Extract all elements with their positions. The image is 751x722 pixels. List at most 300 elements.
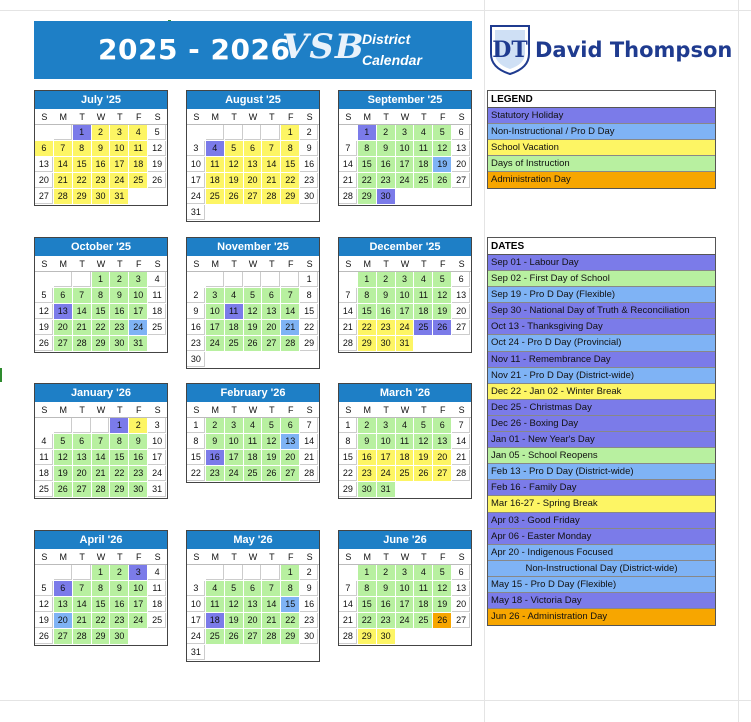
- day-cell: 4: [414, 565, 433, 581]
- day-cell: [244, 125, 263, 141]
- month-calendar: [186, 90, 320, 222]
- day-cell: [129, 629, 148, 645]
- day-cell: 15: [73, 157, 92, 173]
- day-cell: 15: [358, 597, 377, 613]
- day-cell: 28: [92, 482, 111, 498]
- day-cell: 16: [110, 597, 129, 613]
- day-cell: 6: [281, 418, 300, 434]
- day-cell: 29: [281, 629, 300, 645]
- week-row: [187, 125, 319, 141]
- day-cell: 30: [110, 629, 129, 645]
- day-cell: 1: [339, 418, 358, 434]
- week-row: [35, 288, 167, 304]
- day-cell: 21: [452, 450, 471, 466]
- day-cell: 13: [54, 597, 73, 613]
- day-cell: 8: [358, 288, 377, 304]
- weekday-label: W: [244, 256, 263, 272]
- day-cell: 18: [148, 597, 167, 613]
- day-cell: 21: [339, 613, 358, 629]
- day-cell: 25: [414, 173, 433, 189]
- day-cell: 30: [300, 189, 319, 205]
- week-row: [35, 466, 167, 482]
- weekday-label: S: [300, 549, 319, 565]
- day-cell: [187, 565, 206, 581]
- day-cell: 30: [377, 189, 396, 205]
- day-cell: 11: [244, 434, 263, 450]
- weekday-label: S: [300, 109, 319, 125]
- day-cell: 28: [339, 189, 358, 205]
- day-cell: 30: [129, 482, 148, 498]
- weekday-label: T: [377, 256, 396, 272]
- day-cell: 6: [35, 141, 54, 157]
- day-cell: [396, 629, 415, 645]
- weekday-label: S: [35, 549, 54, 565]
- day-cell: 22: [92, 320, 111, 336]
- day-cell: 28: [339, 336, 358, 352]
- day-cell: [148, 336, 167, 352]
- day-cell: 8: [92, 288, 111, 304]
- day-cell: [414, 629, 433, 645]
- week-row: [187, 450, 319, 466]
- day-cell: 17: [206, 320, 225, 336]
- day-cell: 21: [281, 320, 300, 336]
- weekday-label: S: [187, 402, 206, 418]
- day-cell: 3: [396, 125, 415, 141]
- day-cell: 1: [73, 125, 92, 141]
- day-cell: [206, 565, 225, 581]
- day-cell: 10: [396, 288, 415, 304]
- weekday-label: T: [414, 256, 433, 272]
- day-cell: 30: [187, 352, 206, 368]
- day-cell: 18: [414, 597, 433, 613]
- weekday-label: T: [377, 402, 396, 418]
- month-calendar: [338, 90, 472, 206]
- weekday-label: W: [396, 256, 415, 272]
- day-cell: 16: [187, 320, 206, 336]
- day-cell: 25: [396, 466, 415, 482]
- day-cell: 5: [225, 581, 244, 597]
- day-cell: 26: [54, 482, 73, 498]
- weekday-label: T: [262, 256, 281, 272]
- day-cell: [262, 205, 281, 221]
- day-cell: 14: [73, 304, 92, 320]
- week-row: [339, 613, 471, 629]
- day-cell: 18: [148, 304, 167, 320]
- week-row: [35, 189, 167, 205]
- weekday-label: S: [339, 549, 358, 565]
- day-cell: 7: [452, 418, 471, 434]
- day-cell: 19: [433, 304, 452, 320]
- date-entry: May 15 - Pro D Day (Flexible): [488, 577, 715, 593]
- day-cell: 2: [92, 125, 111, 141]
- day-cell: 12: [35, 304, 54, 320]
- week-row: [187, 565, 319, 581]
- month-calendar: [338, 383, 472, 499]
- day-cell: 25: [244, 466, 263, 482]
- day-cell: [433, 629, 452, 645]
- day-cell: 26: [262, 466, 281, 482]
- day-cell: 3: [187, 141, 206, 157]
- day-cell: 17: [396, 304, 415, 320]
- day-cell: 21: [339, 173, 358, 189]
- day-cell: 20: [433, 450, 452, 466]
- day-cell: 2: [187, 288, 206, 304]
- day-cell: 5: [54, 434, 73, 450]
- week-row: [35, 320, 167, 336]
- day-cell: [35, 125, 54, 141]
- day-cell: 10: [110, 141, 129, 157]
- month-calendar: [338, 237, 472, 353]
- week-row: [187, 288, 319, 304]
- day-cell: 11: [35, 450, 54, 466]
- day-cell: 23: [377, 320, 396, 336]
- day-cell: 2: [300, 565, 319, 581]
- day-cell: 12: [262, 434, 281, 450]
- month-title: July '25: [35, 91, 167, 109]
- day-cell: 31: [396, 336, 415, 352]
- weekday-header: [35, 402, 167, 418]
- day-cell: 9: [300, 581, 319, 597]
- day-cell: 26: [433, 173, 452, 189]
- week-row: [187, 645, 319, 661]
- day-cell: 24: [377, 466, 396, 482]
- date-entry: Apr 06 - Easter Monday: [488, 529, 715, 545]
- legend-title: LEGEND: [488, 91, 715, 108]
- weekday-label: F: [129, 256, 148, 272]
- day-cell: 15: [110, 450, 129, 466]
- date-entry: Dec 22 - Jan 02 - Winter Break: [488, 384, 715, 400]
- day-cell: 6: [262, 288, 281, 304]
- day-cell: 31: [377, 482, 396, 498]
- day-cell: 18: [206, 613, 225, 629]
- day-cell: 10: [129, 288, 148, 304]
- day-cell: 22: [92, 613, 111, 629]
- day-cell: 28: [300, 466, 319, 482]
- day-cell: 20: [244, 173, 263, 189]
- month-calendar: [186, 530, 320, 662]
- day-cell: [244, 645, 263, 661]
- weekday-label: W: [244, 549, 263, 565]
- day-cell: 13: [244, 597, 263, 613]
- day-cell: 17: [148, 450, 167, 466]
- day-cell: [225, 645, 244, 661]
- day-cell: 11: [206, 597, 225, 613]
- weekday-label: F: [433, 256, 452, 272]
- day-cell: 24: [129, 613, 148, 629]
- day-cell: [225, 205, 244, 221]
- day-cell: 26: [35, 336, 54, 352]
- day-cell: 1: [358, 125, 377, 141]
- week-row: [187, 141, 319, 157]
- day-cell: 4: [148, 272, 167, 288]
- day-cell: 21: [54, 173, 73, 189]
- day-cell: 18: [129, 157, 148, 173]
- dates-title: DATES: [488, 238, 715, 255]
- month-calendar: [338, 530, 472, 646]
- month-title: August '25: [187, 91, 319, 109]
- date-entry: Sep 30 - National Day of Truth & Reconciliation: [488, 303, 715, 319]
- weekday-label: T: [225, 402, 244, 418]
- day-cell: 14: [262, 597, 281, 613]
- week-row: [187, 597, 319, 613]
- day-cell: 4: [206, 581, 225, 597]
- day-cell: 9: [129, 434, 148, 450]
- day-cell: 10: [396, 581, 415, 597]
- day-cell: 20: [54, 613, 73, 629]
- week-row: [35, 482, 167, 498]
- day-cell: 19: [225, 173, 244, 189]
- day-cell: 14: [452, 434, 471, 450]
- month-title: September '25: [339, 91, 471, 109]
- weekday-label: W: [244, 109, 263, 125]
- date-entry: Nov 21 - Pro D Day (District-wide): [488, 368, 715, 384]
- week-row: [35, 304, 167, 320]
- day-cell: 6: [54, 288, 73, 304]
- day-cell: 23: [300, 173, 319, 189]
- month-calendar: [34, 383, 168, 499]
- day-cell: 11: [414, 141, 433, 157]
- day-cell: 17: [187, 613, 206, 629]
- day-cell: [35, 418, 54, 434]
- day-cell: 13: [433, 434, 452, 450]
- day-cell: [396, 482, 415, 498]
- day-cell: 23: [300, 613, 319, 629]
- day-cell: 7: [73, 581, 92, 597]
- day-cell: [148, 189, 167, 205]
- weekday-label: F: [129, 109, 148, 125]
- day-cell: 25: [148, 320, 167, 336]
- day-cell: [452, 336, 471, 352]
- weekday-label: F: [433, 549, 452, 565]
- day-cell: 16: [300, 597, 319, 613]
- weekday-label: W: [92, 256, 111, 272]
- day-cell: 6: [452, 272, 471, 288]
- week-row: [187, 629, 319, 645]
- day-cell: 3: [129, 272, 148, 288]
- day-cell: 17: [187, 173, 206, 189]
- weekday-label: M: [54, 549, 73, 565]
- weekday-label: T: [377, 109, 396, 125]
- day-cell: 5: [433, 272, 452, 288]
- weekday-label: S: [35, 402, 54, 418]
- day-cell: 28: [281, 336, 300, 352]
- sheet-edge-marker: [0, 368, 2, 382]
- day-cell: 24: [396, 613, 415, 629]
- day-cell: 21: [73, 320, 92, 336]
- day-cell: 4: [414, 272, 433, 288]
- day-cell: [54, 418, 73, 434]
- weekday-label: T: [73, 109, 92, 125]
- day-cell: 3: [187, 581, 206, 597]
- weekday-label: S: [148, 109, 167, 125]
- day-cell: 2: [129, 418, 148, 434]
- day-cell: [148, 629, 167, 645]
- day-cell: 26: [433, 320, 452, 336]
- week-row: [339, 434, 471, 450]
- weekday-label: M: [54, 109, 73, 125]
- day-cell: 19: [54, 466, 73, 482]
- day-cell: 22: [73, 173, 92, 189]
- week-row: [35, 125, 167, 141]
- weekday-label: T: [110, 549, 129, 565]
- day-cell: 7: [281, 288, 300, 304]
- legend-item: Statutory Holiday: [488, 108, 715, 124]
- week-row: [35, 613, 167, 629]
- day-cell: 29: [358, 336, 377, 352]
- day-cell: 2: [300, 125, 319, 141]
- day-cell: 19: [262, 450, 281, 466]
- day-cell: 13: [452, 141, 471, 157]
- day-cell: 23: [129, 466, 148, 482]
- crest-letters: DT: [492, 37, 528, 63]
- day-cell: [244, 205, 263, 221]
- day-cell: 12: [54, 450, 73, 466]
- banner-subtitle: [362, 29, 422, 71]
- weekday-label: T: [414, 109, 433, 125]
- day-cell: [414, 482, 433, 498]
- day-cell: 7: [339, 288, 358, 304]
- day-cell: 12: [433, 288, 452, 304]
- month-calendar: [34, 90, 168, 206]
- day-cell: 8: [358, 141, 377, 157]
- day-cell: 7: [339, 581, 358, 597]
- day-cell: 8: [92, 581, 111, 597]
- day-cell: 9: [377, 288, 396, 304]
- day-cell: 24: [396, 173, 415, 189]
- day-cell: 14: [281, 304, 300, 320]
- weekday-label: F: [281, 256, 300, 272]
- day-cell: 12: [35, 597, 54, 613]
- day-cell: 14: [339, 157, 358, 173]
- day-cell: [35, 565, 54, 581]
- day-cell: 28: [262, 629, 281, 645]
- day-cell: 15: [281, 157, 300, 173]
- weekday-label: M: [206, 109, 225, 125]
- day-cell: [262, 645, 281, 661]
- weekday-label: S: [452, 402, 471, 418]
- date-entry: Oct 24 - Pro D Day (Provincial): [488, 335, 715, 351]
- day-cell: 21: [73, 613, 92, 629]
- date-entry: Sep 19 - Pro D Day (Flexible): [488, 287, 715, 303]
- day-cell: 13: [281, 434, 300, 450]
- vsb-logotype: VSB: [282, 27, 365, 67]
- day-cell: 26: [35, 629, 54, 645]
- legend-item: Days of Instruction: [488, 156, 715, 172]
- week-row: [187, 613, 319, 629]
- day-cell: [433, 336, 452, 352]
- day-cell: 24: [187, 189, 206, 205]
- day-cell: 27: [452, 320, 471, 336]
- weekday-header: [339, 549, 471, 565]
- weekday-label: F: [281, 109, 300, 125]
- weekday-label: S: [187, 549, 206, 565]
- day-cell: 6: [244, 581, 263, 597]
- day-cell: 17: [396, 597, 415, 613]
- day-cell: 23: [110, 320, 129, 336]
- date-entry: Dec 25 - Christmas Day: [488, 400, 715, 416]
- day-cell: 5: [244, 288, 263, 304]
- day-cell: 26: [225, 189, 244, 205]
- legend-item: School Vacation: [488, 140, 715, 156]
- day-cell: 21: [262, 173, 281, 189]
- day-cell: 9: [206, 434, 225, 450]
- month-calendar: [34, 530, 168, 646]
- day-cell: 15: [339, 450, 358, 466]
- day-cell: 20: [452, 304, 471, 320]
- day-cell: 18: [244, 450, 263, 466]
- day-cell: 23: [377, 173, 396, 189]
- day-cell: 20: [281, 450, 300, 466]
- day-cell: 3: [129, 565, 148, 581]
- day-cell: 10: [206, 304, 225, 320]
- weekday-label: F: [433, 109, 452, 125]
- day-cell: 14: [339, 597, 358, 613]
- day-cell: 13: [73, 450, 92, 466]
- weekday-label: S: [148, 256, 167, 272]
- day-cell: 8: [281, 141, 300, 157]
- date-entry: Apr 03 - Good Friday: [488, 513, 715, 529]
- weekday-label: T: [110, 256, 129, 272]
- day-cell: [206, 205, 225, 221]
- week-row: [339, 450, 471, 466]
- day-cell: 15: [187, 450, 206, 466]
- day-cell: 15: [300, 304, 319, 320]
- weekday-header: [187, 256, 319, 272]
- weekday-label: M: [358, 549, 377, 565]
- day-cell: 10: [129, 581, 148, 597]
- day-cell: 1: [358, 272, 377, 288]
- day-cell: 23: [206, 466, 225, 482]
- day-cell: 22: [339, 466, 358, 482]
- day-cell: 16: [377, 304, 396, 320]
- day-cell: 25: [414, 613, 433, 629]
- month-title: June '26: [339, 531, 471, 549]
- week-row: [187, 418, 319, 434]
- month-title: February '26: [187, 384, 319, 402]
- week-row: [35, 336, 167, 352]
- weekday-label: T: [262, 402, 281, 418]
- day-cell: 19: [244, 320, 263, 336]
- legend-item: Administration Day: [488, 172, 715, 188]
- day-cell: 2: [110, 272, 129, 288]
- weekday-label: T: [73, 549, 92, 565]
- day-cell: 21: [262, 613, 281, 629]
- day-cell: [244, 352, 263, 368]
- day-cell: [262, 565, 281, 581]
- day-cell: 16: [110, 304, 129, 320]
- day-cell: 5: [148, 125, 167, 141]
- day-cell: 4: [129, 125, 148, 141]
- day-cell: 9: [110, 288, 129, 304]
- day-cell: 30: [300, 629, 319, 645]
- day-cell: 24: [110, 173, 129, 189]
- day-cell: 5: [35, 288, 54, 304]
- day-cell: 27: [73, 482, 92, 498]
- day-cell: [414, 336, 433, 352]
- week-row: [187, 272, 319, 288]
- day-cell: 8: [339, 434, 358, 450]
- week-row: [35, 565, 167, 581]
- day-cell: 2: [110, 565, 129, 581]
- date-entry: Non-Instructional Day (District-wide): [488, 561, 715, 577]
- day-cell: [206, 645, 225, 661]
- weekday-label: W: [92, 402, 111, 418]
- day-cell: 11: [148, 581, 167, 597]
- weekday-label: S: [452, 109, 471, 125]
- day-cell: [281, 205, 300, 221]
- day-cell: 9: [300, 141, 319, 157]
- day-cell: 17: [129, 597, 148, 613]
